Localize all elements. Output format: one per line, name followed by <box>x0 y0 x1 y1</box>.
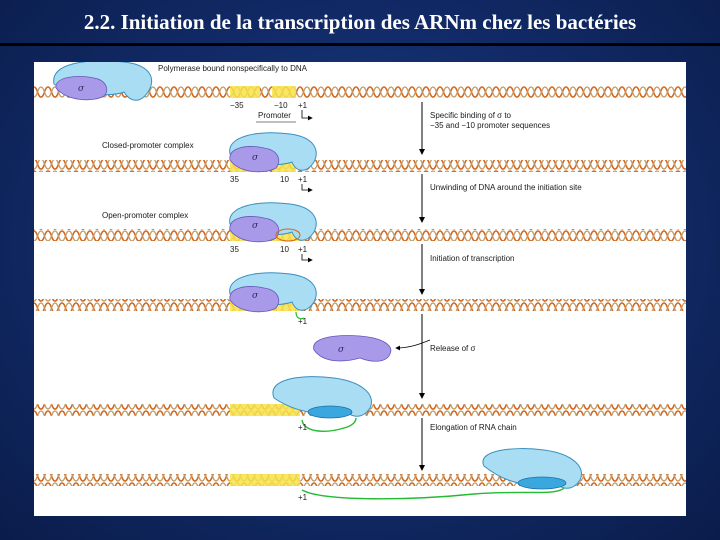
step-specific-binding-2: −35 and −10 promoter sequences <box>430 121 551 130</box>
polymerase-initiation <box>230 273 317 319</box>
step-unwinding: Unwinding of DNA around the initiation site <box>430 183 582 192</box>
rna-chain-2 <box>302 488 564 499</box>
dna-row-3 <box>34 229 686 241</box>
label-nonspecific: Polymerase bound nonspecifically to DNA <box>158 64 307 73</box>
pos-10: 10 <box>280 245 289 254</box>
pos-35: 35 <box>230 245 239 254</box>
label-closed-complex: Closed-promoter complex <box>102 141 194 150</box>
label-open-complex: Open-promoter complex <box>102 211 189 220</box>
sigma-symbol: σ <box>252 221 259 231</box>
pos-35: 35 <box>230 175 239 184</box>
pos-plus1: +1 <box>298 317 308 326</box>
pos-plus1: +1 <box>298 493 308 502</box>
sigma-symbol: σ <box>78 84 85 94</box>
step-specific-binding-1: Specific binding of σ to <box>430 111 511 120</box>
dna-row-2 <box>34 160 686 172</box>
step-initiation: Initiation of transcription <box>430 254 515 263</box>
polymerase-nonspecific <box>54 62 152 100</box>
step-elongation: Elongation of RNA chain <box>430 423 517 432</box>
dna-row-4 <box>34 299 686 311</box>
sigma-symbol: σ <box>252 153 259 163</box>
transcription-initiation-figure <box>34 62 686 516</box>
title-underline <box>0 43 720 46</box>
sigma-symbol: σ <box>252 291 259 301</box>
pos-10: 10 <box>280 175 289 184</box>
polymerase-closed-complex <box>230 133 317 172</box>
pos-plus1: +1 <box>298 175 308 184</box>
promoter-label: Promoter <box>258 111 291 120</box>
slide-title: 2.2. Initiation de la transcription des ARNm chez les bactéries <box>83 10 637 34</box>
released-sigma <box>314 336 391 362</box>
pos-minus35: −35 <box>230 101 244 110</box>
polymerase-open-complex <box>230 203 317 242</box>
pos-plus1: +1 <box>298 101 308 110</box>
sigma-symbol: σ <box>338 345 345 355</box>
dna-row-6 <box>34 474 686 486</box>
promoter-minus10-box <box>272 86 296 98</box>
promoter-minus35-box <box>230 86 260 98</box>
pos-plus1: +1 <box>298 245 308 254</box>
pos-minus10: −10 <box>274 101 288 110</box>
rna-chain-1 <box>302 418 356 431</box>
pos-plus1: +1 <box>298 423 308 432</box>
step-release: Release of σ <box>430 344 476 353</box>
